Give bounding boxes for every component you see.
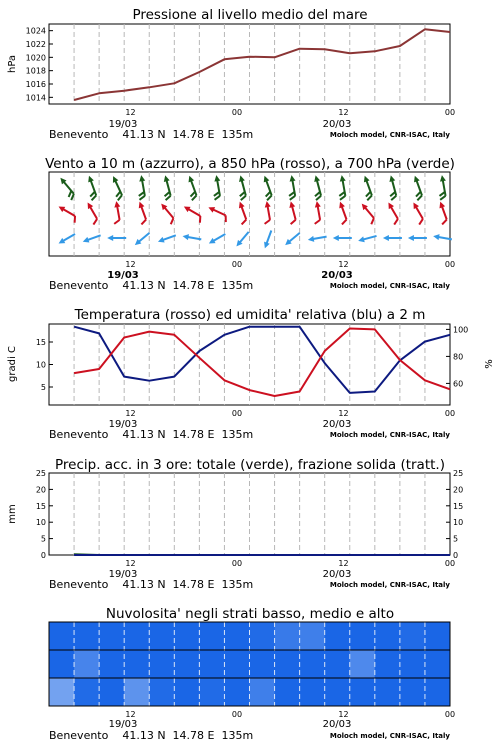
y-tick-label: 20 (35, 485, 46, 495)
y-tick-label: 1020 (25, 53, 46, 63)
y-tick-label: 15 (35, 338, 46, 347)
cloud-cell (149, 622, 175, 650)
cloud-cell (224, 650, 250, 678)
wind-barb-head (207, 238, 215, 246)
wind-barb-feather (339, 196, 345, 200)
cloud-cell (124, 678, 150, 706)
temperature-ylabel: gradi C (7, 346, 18, 382)
wind-barb-head (408, 235, 414, 241)
cloud-cell (74, 678, 100, 706)
wind-barb (234, 230, 251, 248)
cloud-cell (350, 650, 376, 678)
y-tick-label: 20 (453, 485, 464, 495)
cloud-cell (74, 622, 100, 650)
wind-barb-feather (241, 220, 248, 225)
y-tick-label: 10 (453, 518, 464, 528)
temperature-title: Temperatura (rosso) ed umidita' relativa (blu) a 2 m (74, 307, 426, 323)
cloud-cell (325, 678, 351, 706)
pressure-title: Pressione al livello medio del mare (132, 7, 368, 23)
model-label: Moloch model, CNR-ISAC, Italy (329, 581, 450, 589)
cloud-cell (425, 622, 451, 650)
wind-barb-head (337, 201, 345, 209)
wind-barb (56, 204, 80, 223)
y-tick-label: 100 (453, 325, 469, 335)
wind-barb-head (57, 238, 65, 246)
cloud-cell (250, 650, 276, 678)
precip-panel (7, 457, 463, 591)
date-label-1: 19/03 (107, 270, 139, 281)
cloud-cell (149, 650, 175, 678)
wind-barb-feather (114, 220, 120, 224)
y-tick-label: 0 (40, 551, 46, 560)
date-label-2: 20/03 (321, 270, 353, 281)
wind-barb (336, 175, 349, 200)
cloud-cell (275, 678, 301, 706)
location-label: Benevento 41.13 N 14.78 E 135m (49, 428, 254, 441)
wind-barb (262, 229, 274, 249)
precip-grid (74, 473, 425, 555)
wind-barb (107, 235, 126, 241)
pressure-grid (74, 24, 425, 104)
wind-barb-head (82, 237, 90, 245)
wind-barb (235, 175, 250, 201)
temperature-panel (7, 307, 495, 441)
date-label-2: 20/03 (322, 419, 352, 430)
cloud-cell (124, 622, 150, 650)
cloud-cell (99, 622, 125, 650)
wind-barb-feather (418, 219, 425, 225)
wind-barb-head (362, 175, 370, 183)
wind-barb (206, 205, 230, 222)
cloud-cell (174, 622, 200, 650)
model-label: Moloch model, CNR-ISAC, Italy (329, 131, 450, 139)
wind-barb-head (57, 204, 65, 212)
wind-barb-head (182, 233, 189, 240)
wind-barb-head (262, 175, 270, 183)
y-tick-label: 1014 (25, 93, 46, 103)
wind-barb (385, 175, 400, 201)
wind-barb (261, 201, 274, 224)
wind-barb-feather (264, 220, 270, 224)
wind-barb (182, 233, 202, 242)
date-label-1: 19/03 (108, 119, 138, 130)
x-tick-12-day2: 12 (338, 710, 349, 719)
cloud-cell (300, 622, 326, 650)
wind-barb-feather (223, 215, 228, 222)
wind-barb-feather (214, 196, 220, 200)
wind-barb-head (182, 204, 190, 212)
x-tick-12-day1: 12 (125, 710, 136, 719)
wind-barb-head (386, 201, 394, 209)
x-tick-00-day2: 00 (231, 710, 243, 719)
wind-barb-head (138, 175, 145, 182)
precip-series (74, 554, 450, 555)
wind-barb-feather (393, 219, 400, 225)
wind-barb (310, 175, 325, 201)
cloud-cell (149, 678, 175, 706)
wind-barb (82, 201, 101, 225)
location-label: Benevento 41.13 N 14.78 E 135m (49, 128, 254, 141)
y-tick-label: 1016 (25, 80, 46, 89)
pressure-line (74, 29, 450, 100)
wind-barb-head (289, 175, 296, 182)
wind-barb-head (237, 201, 245, 209)
x-tick-12-day1: 12 (125, 108, 136, 117)
wind-barb-head (383, 235, 389, 241)
wind-barb-head (110, 175, 118, 183)
wind-barb (383, 235, 402, 241)
cloud-cell (375, 678, 401, 706)
y-tick-label: 15 (453, 501, 464, 511)
wind-barbs (56, 175, 453, 250)
temperature-yticks (36, 338, 53, 392)
date-label-1: 19/03 (108, 569, 138, 580)
wind-title: Vento a 10 m (azzurro), a 850 hPa (rosso), a 700 hPa (verde) (45, 156, 455, 172)
wind-barb-head (157, 237, 165, 245)
wind-barb-feather (440, 196, 446, 200)
x-tick-00-day3: 00 (444, 260, 456, 269)
x-tick-00-day3: 00 (444, 409, 456, 418)
cloud-cell (250, 622, 276, 650)
wind-barb-head (207, 205, 215, 213)
wind-barb (307, 234, 327, 243)
wind-barb (159, 175, 174, 201)
x-tick-00-day2: 00 (231, 559, 243, 568)
wind-barb-head (412, 175, 420, 183)
cloud-cell (74, 650, 100, 678)
location-label: Benevento 41.13 N 14.78 E 135m (49, 578, 254, 591)
wind-barb-head (264, 201, 271, 208)
cloud-cell (400, 622, 426, 650)
cloud-cell (375, 622, 401, 650)
wind-barb (234, 201, 250, 225)
wind-barb-head (388, 175, 395, 182)
cloud-cell (174, 678, 200, 706)
y-tick-label: 15 (35, 501, 46, 511)
model-label: Moloch model, CNR-ISAC, Italy (329, 732, 450, 740)
wind-barb (359, 175, 376, 201)
date-label-2: 20/03 (322, 719, 352, 730)
wind-barb-feather (139, 196, 145, 200)
wind-barb (408, 235, 427, 241)
wind-barb (334, 201, 350, 225)
precip-xticks (109, 559, 456, 580)
wind-barb-head (433, 233, 440, 240)
cloud-cell (275, 650, 301, 678)
wind-barb (433, 233, 453, 242)
wind-barb-feather (341, 220, 348, 225)
model-label: Moloch model, CNR-ISAC, Italy (329, 431, 450, 439)
x-tick-00-day2: 00 (231, 409, 243, 418)
wind-barb-head (162, 175, 169, 182)
wind-barb (207, 231, 226, 246)
x-tick-00-day2: 00 (231, 260, 243, 269)
wind-barb-feather (290, 220, 297, 224)
x-tick-12-day2: 12 (338, 260, 349, 269)
temperature-line (74, 329, 450, 397)
wind-barb-head (313, 175, 320, 182)
wind-barb-head (437, 201, 445, 209)
wind-barb (408, 201, 427, 225)
wind-barb (409, 175, 426, 201)
x-tick-12-day1: 12 (125, 260, 136, 269)
wind-barb (436, 175, 449, 200)
cloud-cell (49, 678, 75, 706)
wind-barb-feather (314, 220, 320, 224)
y-tick-label: 10 (35, 360, 46, 370)
x-tick-12-day2: 12 (338, 409, 349, 418)
cloud-xticks (109, 710, 456, 730)
wind-barb-feather (72, 216, 78, 223)
wind-barb (181, 204, 205, 223)
wind-barb (383, 201, 402, 225)
cloud-cell (425, 650, 451, 678)
wind-barb-head (357, 236, 364, 243)
y-tick-label: 60 (453, 379, 464, 389)
wind-barb-head (307, 236, 314, 243)
humidity-ylabel: % (484, 359, 495, 369)
cloud-cell (350, 678, 376, 706)
wind-barb (56, 176, 78, 200)
cloud-cell (199, 622, 225, 650)
wind-barb-head (113, 201, 120, 208)
cloud-cell (350, 622, 376, 650)
cloud-cell (49, 622, 75, 650)
cloud-cell (300, 678, 326, 706)
temperature-series (74, 327, 450, 396)
wind-barb (110, 201, 123, 224)
x-tick-00-day3: 00 (444, 108, 456, 117)
cloud-cell (400, 650, 426, 678)
y-tick-label: 80 (453, 352, 464, 362)
cloud-cell (325, 650, 351, 678)
wind-barb (333, 235, 352, 241)
wind-barb-head (213, 175, 220, 182)
cloud-cell (99, 678, 125, 706)
cloud-cell (224, 678, 250, 706)
cloud-panel (49, 606, 455, 742)
wind-xticks (107, 260, 455, 281)
date-label-1: 19/03 (108, 719, 138, 730)
wind-barb-feather (289, 196, 295, 200)
pressure-xticks (109, 108, 456, 130)
wind-barb-head (314, 201, 321, 208)
date-label-1: 19/03 (108, 419, 138, 430)
wind-barb-feather (92, 219, 99, 225)
location-label: Benevento 41.13 N 14.78 E 135m (49, 279, 254, 292)
temperature-xticks (109, 409, 456, 430)
pressure-panel (7, 7, 455, 141)
x-tick-12-day2: 12 (338, 108, 349, 117)
wind-barb-head (439, 175, 446, 182)
x-tick-00-day3: 00 (444, 559, 456, 568)
wind-barb-head (137, 201, 145, 209)
cloud-title: Nuvolosita' negli strati basso, medio e alto (105, 606, 395, 622)
y-tick-label: 25 (453, 469, 464, 478)
x-tick-12-day1: 12 (125, 409, 136, 418)
wind-barb (108, 175, 126, 201)
wind-barb (83, 175, 100, 201)
wind-barb-head (107, 235, 113, 241)
wind-barb-head (85, 201, 93, 209)
wind-barb (286, 175, 299, 200)
wind-barb (283, 231, 301, 248)
cloud-cell (425, 678, 451, 706)
wind-barb-feather (197, 216, 203, 223)
cloud-cell (174, 650, 200, 678)
date-label-2: 20/03 (322, 569, 352, 580)
wind-barb-head (86, 175, 94, 183)
cloud-cell (124, 650, 150, 678)
y-tick-label: 5 (453, 534, 459, 544)
wind-barb (311, 201, 324, 224)
wind-barb-head (339, 175, 346, 182)
wind-barb (134, 201, 150, 225)
wind-barb (259, 175, 276, 201)
wind-panel (45, 156, 455, 292)
wind-barb-head (333, 235, 339, 241)
cloud-cell (99, 650, 125, 678)
wind-barb (133, 231, 151, 248)
y-tick-label: 0 (453, 551, 459, 560)
wind-grid (74, 172, 425, 256)
cloud-cell (275, 622, 301, 650)
wind-barb-head (186, 175, 194, 183)
wind-barb (184, 175, 201, 201)
cloud-cell (325, 622, 351, 650)
wind-barb-head (411, 201, 419, 209)
precip-title: Precip. acc. in 3 ore: totale (verde), frazione solida (tratt.) (55, 457, 445, 473)
y-tick-label: 1022 (25, 40, 46, 49)
y-tick-label: 5 (40, 383, 46, 392)
y-tick-label: 10 (35, 518, 46, 528)
wind-barb-feather (441, 220, 448, 225)
date-label-2: 20/03 (322, 119, 352, 130)
y-tick-label: 25 (35, 469, 46, 478)
wind-barb-feather (140, 220, 147, 225)
wind-barb-head (262, 242, 270, 250)
cloud-cell (199, 678, 225, 706)
cloud-cell (375, 650, 401, 678)
cloud-cell (224, 622, 250, 650)
cloud-cell (49, 650, 75, 678)
wind-barb (285, 201, 299, 225)
cloud-cell (199, 650, 225, 678)
pressure-series (74, 29, 450, 100)
wind-barb-head (237, 175, 244, 182)
x-tick-12-day2: 12 (338, 559, 349, 568)
wind-barb (210, 175, 223, 200)
wind-barb (135, 175, 148, 200)
location-label: Benevento 41.13 N 14.78 E 135m (49, 729, 254, 742)
y-tick-label: 1018 (25, 66, 46, 76)
x-tick-00-day3: 00 (444, 710, 456, 719)
cloud-cell (250, 678, 276, 706)
cloud-cell (300, 650, 326, 678)
y-tick-label: 5 (40, 534, 46, 544)
x-tick-12-day1: 12 (125, 559, 136, 568)
y-tick-label: 1024 (25, 26, 46, 36)
model-label: Moloch model, CNR-ISAC, Italy (329, 282, 450, 290)
x-tick-00-day2: 00 (231, 108, 243, 117)
cloud-cell (400, 678, 426, 706)
precip-ylabel: mm (7, 504, 18, 524)
wind-barb-head (288, 201, 295, 208)
wind-barb (435, 201, 451, 225)
pressure-ylabel: hPa (7, 54, 18, 74)
